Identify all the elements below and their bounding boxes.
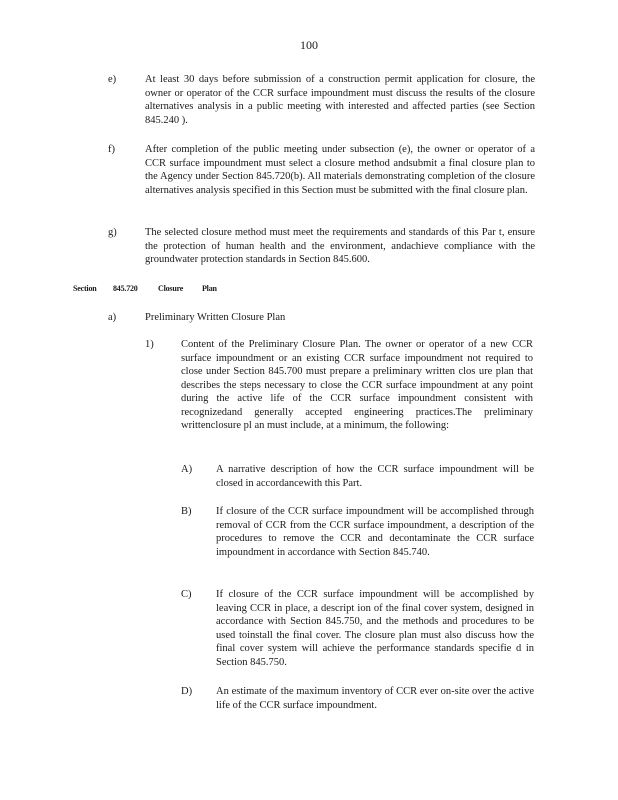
- subsection-text: After completion of the public meeting under subsection (e), the owner or operator of a CCR surface impoundment must select a closure method andsubmit a final closure plan to the Agency under Section 845.720(b). All materials demonstrating completion of the closure alternatives analysis specified in this Section must be submitted with the final closure plan.: [145, 144, 535, 196]
- subsection-label: g): [108, 227, 117, 238]
- page-number: 100: [300, 38, 318, 52]
- subsection-label: f): [108, 144, 115, 155]
- subsection-label: e): [108, 74, 117, 85]
- section-title-word-2: Plan: [202, 284, 217, 293]
- sub-item-label: D): [181, 686, 193, 697]
- paragraph-label: 1): [145, 339, 154, 350]
- subsection-text: At least 30 days before submission of a construction permit application for closure, the owner or operator of the CCR surface impoundment must discuss the results of the closure alternatives analysis in a public meeting with interested and affected parties (see Section 845.240 ).: [145, 74, 535, 126]
- subsection-text: The selected closure method must meet the requirements and standards of this Par t, ensure the protection of human health and the environment, andachieve compliance with the groundwater protection standards in Section 845.600.: [145, 227, 535, 265]
- sub-item-label: C): [181, 589, 192, 600]
- sub-item-text: A narrative description of how the CCR surface impoundment will be closed in accordancewith this Part.: [216, 464, 534, 489]
- sub-item-text: If closure of the CCR surface impoundment will be accomplished by leaving CCR in place, a descript ion of the final cover system, designed in accordance with Section 845.750, and the methods and procedures to be used toinstall the final cover. The closure plan must also discuss how the final cover system will achieve the performance standards specifie d in Section 845.750.: [216, 589, 534, 668]
- sub-item-label: A): [181, 464, 193, 475]
- section-title-word-1: Closure: [158, 284, 184, 293]
- sub-item-label: B): [181, 506, 192, 517]
- section-number: 845.720: [113, 284, 138, 293]
- section-word: Section: [73, 284, 97, 293]
- paragraph-text: Content of the Preliminary Closure Plan. The owner or operator of a new CCR surface impoundment or an existing CCR surface impoundment not required to close under Section 845.700 must prepare a preliminary written clos ure plan that describes the steps necessary to close the CCR surface impoundment at any point during the active life of the CCR surface impoundment consistent with recognizedand generally accepted engineering practices.The preliminary writtenclosure pl an must include, at a minimum, the following:: [181, 339, 533, 431]
- subsection-heading: Preliminary Written Closure Plan: [145, 312, 286, 323]
- subsection-label: a): [108, 312, 117, 323]
- sub-item-text: An estimate of the maximum inventory of CCR ever on-site over the active life of the CCR surface impoundment.: [216, 686, 534, 711]
- sub-item-text: If closure of the CCR surface impoundment will be accomplished through removal of CCR from the CCR surface impoundment, a description of the procedures to remove the CCR and decontaminate the CCR surface impoundment in accordance with Section 845.740.: [216, 506, 534, 558]
